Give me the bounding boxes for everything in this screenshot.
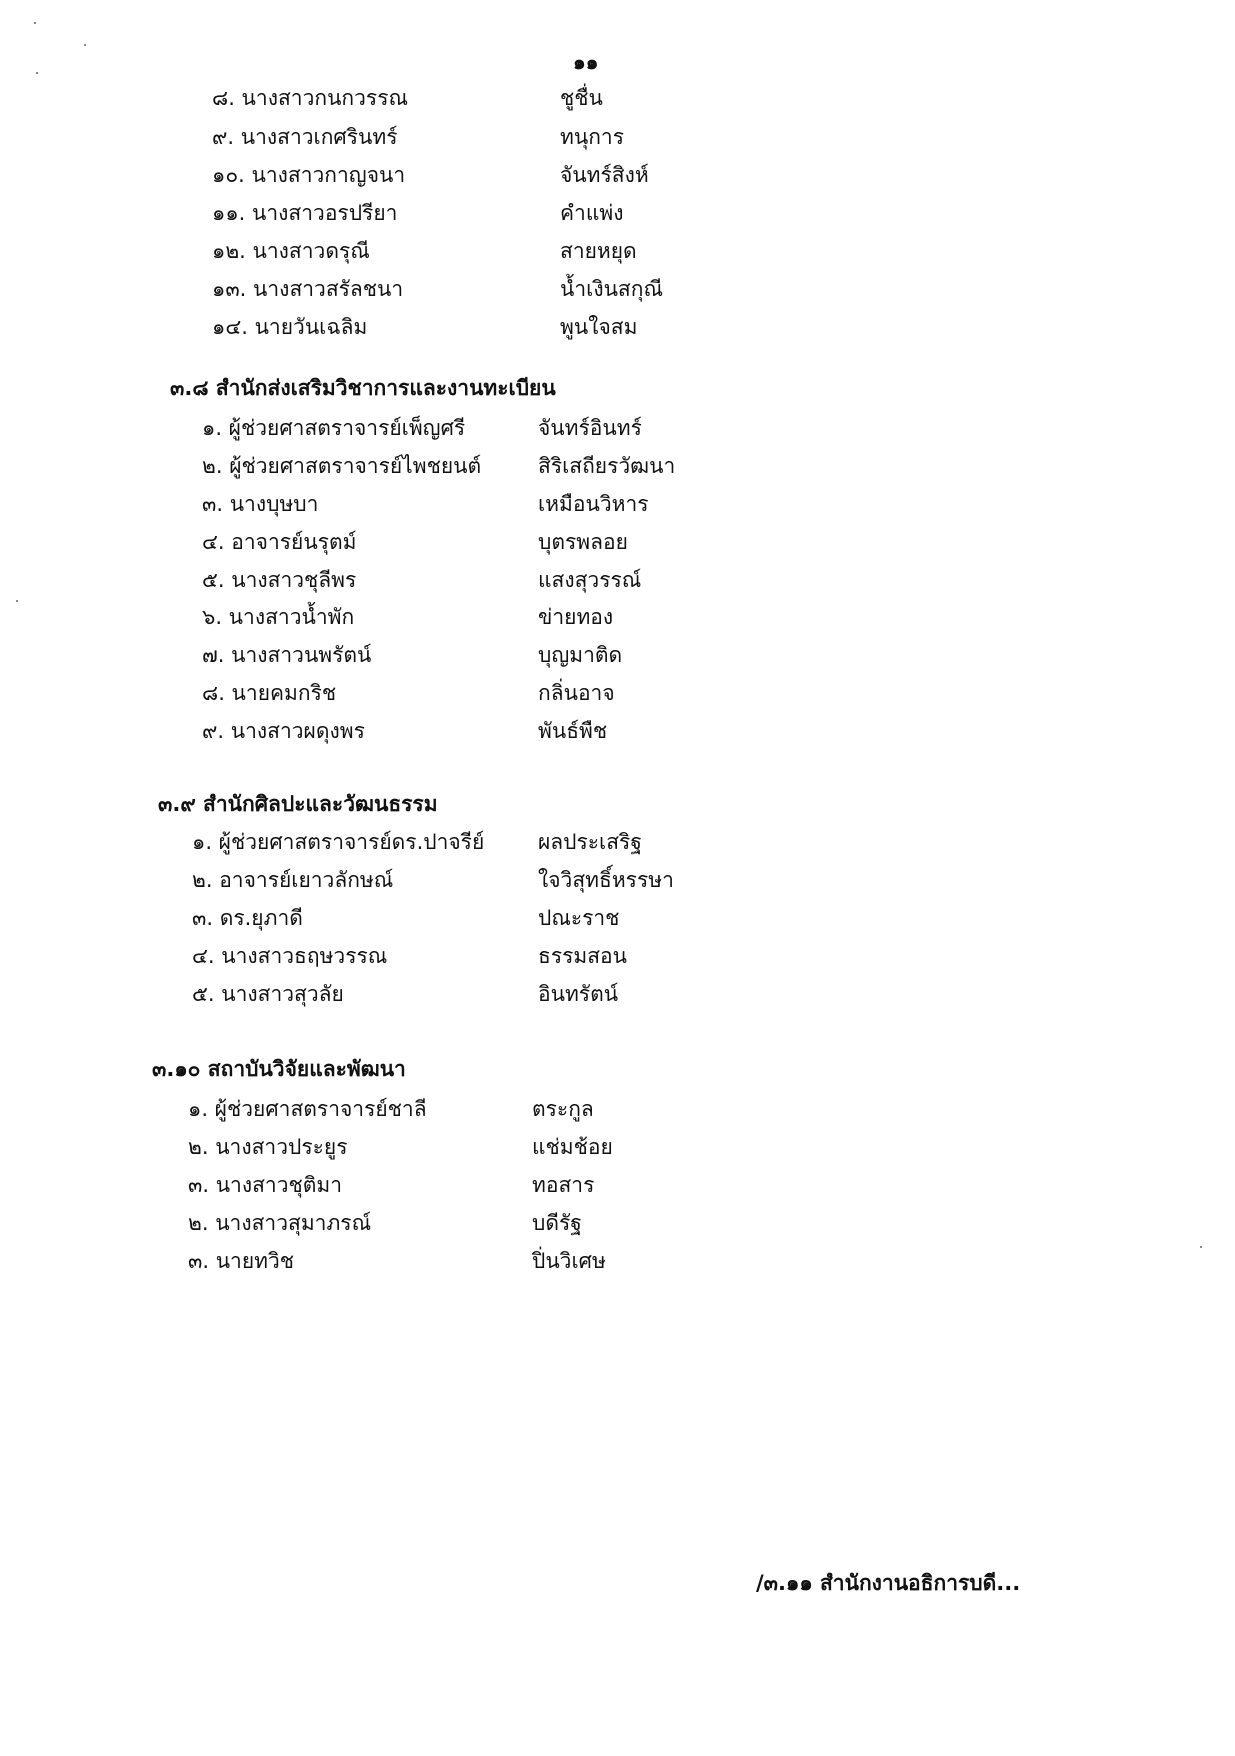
list-item <box>202 564 1102 596</box>
list-item <box>188 1207 1088 1239</box>
member-last-name: แสงสุวรรณ์ <box>538 568 642 592</box>
member-first-name: ๑. ผู้ช่วยศาสตราจารย์เพ็ญศรี <box>202 416 466 440</box>
member-last-name: ปณะราช <box>538 906 620 930</box>
list-item <box>202 601 1102 633</box>
list-item <box>212 159 1112 191</box>
member-first-name: ๖. นางสาวน้ำพัก <box>202 605 355 629</box>
member-last-name: บุญมาติด <box>538 643 623 667</box>
member-last-name: ปิ่นวิเศษ <box>532 1249 606 1273</box>
list-item <box>212 82 1112 114</box>
member-first-name: ๑๓. นางสาวสรัลชนา <box>212 277 404 301</box>
page-number: ๑๑ <box>573 50 599 74</box>
member-first-name: ๑. ผู้ช่วยศาสตราจารย์ดร.ปาจรีย์ <box>192 830 485 854</box>
member-last-name: บุตรพลอย <box>538 530 628 554</box>
member-last-name: ธรรมสอน <box>538 944 628 968</box>
member-last-name: จันทร์อินทร์ <box>538 416 642 440</box>
member-first-name: ๒. ผู้ช่วยศาสตราจารย์ไพชยนต์ <box>202 454 482 478</box>
member-last-name: ทนุการ <box>560 125 624 149</box>
member-first-name: ๕. นางสาวสุวลัย <box>192 982 344 1006</box>
member-last-name: พันธ์พืช <box>538 719 608 743</box>
member-last-name: แช่มช้อย <box>532 1135 613 1159</box>
member-first-name: ๒. นางสาวสุมาภรณ์ <box>188 1211 372 1235</box>
member-first-name: ๘. นายคมกริช <box>202 681 337 705</box>
member-last-name: น้ำเงินสกุณี <box>560 277 663 301</box>
list-item <box>188 1169 1088 1201</box>
member-first-name: ๓. นายทวิช <box>188 1249 295 1273</box>
list-item <box>188 1093 1088 1125</box>
list-item <box>212 197 1112 229</box>
member-first-name: ๑๑. นางสาวอรปรียา <box>212 201 398 225</box>
scan-speck <box>1200 1246 1202 1248</box>
member-last-name: อินทรัตน์ <box>538 982 619 1006</box>
list-item <box>192 864 1092 896</box>
member-last-name: สิริเสถียรวัฒนา <box>538 454 676 478</box>
member-first-name: ๒. อาจารย์เยาวลักษณ์ <box>192 868 394 892</box>
scan-speck <box>84 44 86 46</box>
list-item <box>192 940 1092 972</box>
member-last-name: ใจวิสุทธิ์หรรษา <box>538 868 674 892</box>
scan-speck <box>34 22 36 24</box>
list-item <box>192 978 1092 1010</box>
member-first-name: ๔. อาจารย์นรุตม์ <box>202 530 357 554</box>
member-last-name: ตระกูล <box>532 1097 594 1121</box>
member-first-name: ๘. นางสาวกนกวรรณ <box>212 86 408 110</box>
member-first-name: ๗. นางสาวนพรัตน์ <box>202 643 372 667</box>
member-first-name: ๙. นางสาวเกศรินทร์ <box>212 125 398 149</box>
member-last-name: จันทร์สิงห์ <box>560 163 649 187</box>
list-item <box>188 1245 1088 1277</box>
section-heading: ๓.๙ สำนักศิลปะและวัฒนธรรม <box>158 792 438 816</box>
list-item <box>202 450 1102 482</box>
list-item <box>212 121 1112 153</box>
member-last-name: สายหยุด <box>560 239 637 263</box>
list-item <box>202 526 1102 558</box>
section-heading: ๓.๑๐ สถาบันวิจัยและพัฒนา <box>152 1057 406 1081</box>
member-last-name: ผลประเสริฐ <box>538 830 642 854</box>
member-last-name: พูนใจสม <box>560 315 638 339</box>
member-first-name: ๓. นางบุษบา <box>202 492 319 516</box>
member-first-name: ๑๐. นางสาวกาญจนา <box>212 163 406 187</box>
continuation-note: /๓.๑๑ สำนักงานอธิการบดี... <box>756 1571 1021 1595</box>
member-last-name: คำแพ่ง <box>560 201 624 225</box>
member-first-name: ๒. นางสาวประยูร <box>188 1135 348 1159</box>
member-first-name: ๕. นางสาวชุลีพร <box>202 568 357 592</box>
member-first-name: ๑๒. นางสาวดรุณี <box>212 239 370 263</box>
list-item <box>188 1131 1088 1163</box>
scan-speck <box>16 600 18 602</box>
list-item <box>212 235 1112 267</box>
list-item <box>202 677 1102 709</box>
section-heading: ๓.๘ สำนักส่งเสริมวิชาการและงานทะเบียน <box>170 376 556 400</box>
member-last-name: กลิ่นอาจ <box>538 681 615 705</box>
list-item <box>202 488 1102 520</box>
member-first-name: ๑. ผู้ช่วยศาสตราจารย์ชาลี <box>188 1097 427 1121</box>
list-item <box>202 412 1102 444</box>
member-last-name: บดีรัฐ <box>532 1211 582 1235</box>
list-item <box>192 902 1092 934</box>
scan-speck <box>36 72 38 74</box>
member-last-name: ทอสาร <box>532 1173 595 1197</box>
member-last-name: ชูชื่น <box>560 86 603 110</box>
member-first-name: ๓. ดร.ยุภาดี <box>192 906 303 930</box>
member-last-name: เหมือนวิหาร <box>538 492 649 516</box>
list-item <box>192 826 1092 858</box>
member-first-name: ๓. นางสาวชุติมา <box>188 1173 343 1197</box>
member-last-name: ข่ายทอง <box>538 605 614 629</box>
member-first-name: ๑๔. นายวันเฉลิม <box>212 315 368 339</box>
list-item <box>212 273 1112 305</box>
member-first-name: ๙. นางสาวผดุงพร <box>202 719 365 743</box>
member-first-name: ๔. นางสาวธฤษวรรณ <box>192 944 388 968</box>
list-item <box>202 715 1102 747</box>
list-item <box>212 311 1112 343</box>
list-item <box>202 639 1102 671</box>
